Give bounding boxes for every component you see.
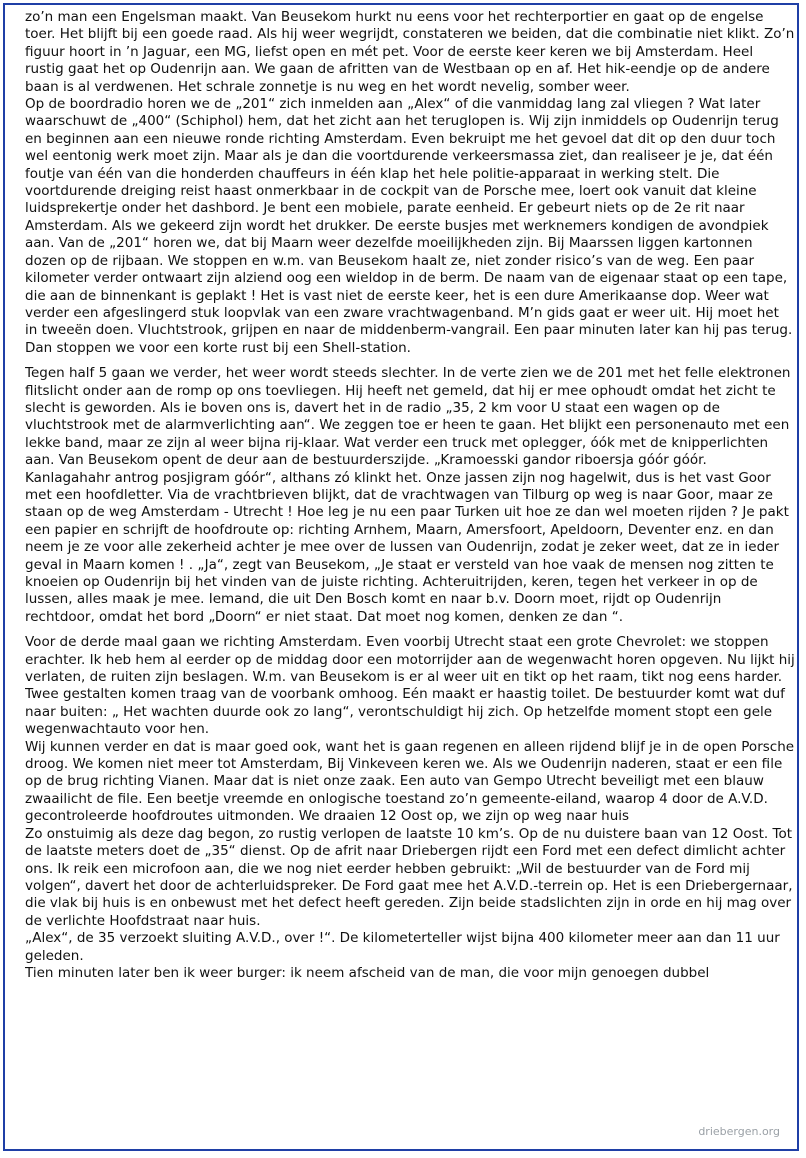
paragraph: Op de boordradio horen we de „201“ zich inmelden aan „Alex“ of die vanmiddag lang zal vliegen ? Wat later waarschuwt de „400“ (Schiphol) hem, dat het zicht aan het teruglopen is. Wij zijn inmiddels op Oudenrijn terug en beginnen aan een nieuwe ronde richting Amsterdam. Even bekruipt me het gevoel dat dit op den duur toch wel eentonig werk moet zijn. Maar als je dan die voortdurende verkeersmassa ziet, dan realiseer je je, dat één foutje van één van die honderden chauffeurs in één klap het hele politie-apparaat in werking stelt. Die voortdurende dreiging reist haast onmerkbaar in de cockpit van de Porsche mee, loert ook vanuit dat kleine luidsprekertje onder het dashbord. Je bent een mobiele, parate eenheid. Er gebeurt niets op de 2e rit naar Amsterdam. Als we gekeerd zijn wordt het drukker. De eerste busjes met werknemers kondigen de avondpiek aan. Van de „201“ horen we, dat bij Maarn weer dezelfde moeilijkheden zijn. Bij Maarssen liggen kartonnen dozen op de rijbaan. We stoppen en w.m. van Beusekom haalt ze, niet zonder risico’s van de weg. Een paar kilometer verder ontwaart zijn alziend oog een wieldop in de berm. De naam van de eigenaar staat op een tape, die aan de binnenkant is geplakt ! Het is vast niet de eerste keer, het is een dure Amerikaanse dop. Weer wat verder een afgeslingerd stuk loopvlak van een zware vrachtwagenband. M’n gids gaat er weer uit. Hij moet het in tweeën doen. Vluchtstrook, grijpen en naar de middenberm-vangrail. Een paar minuten later kan hij pas terug. Dan stoppen we voor een korte rust bij een Shell-station. — [25, 96, 793, 356]
document-body[interactable] — [25, 9, 795, 1155]
page-frame — [3, 3, 799, 1151]
paragraph: „Alex“, de 35 verzoekt sluiting A.V.D., over !“. De kilometerteller wijst bijna 400 kilometer meer aan dan 11 uur geleden. — [25, 930, 780, 964]
paragraph: Tien minuten later ben ik weer burger: ik neem afscheid van de man, die voor mijn genoegen dubbel — [25, 964, 710, 981]
watermark: driebergen.org — [695, 1125, 783, 1139]
paragraph: Wij kunnen verder en dat is maar goed ook, want het is gaan regenen en alleen rijdend blijf je in de open Porsche droog. We komen niet meer tot Amsterdam, Bij Vinkeveen keren we. Als we Oudenrijn naderen, staat er een file op de brug richting Vianen. Maar dat is niet onze zaak. Een auto van Gempo Utrecht beveiligt met een blauw zwaailicht de file. Een beetje vreemde en onlogische toestand zo’n gemeente-eiland, waarop 4 door de A.V.D. gecontroleerde hoofdroutes uitmonden. We draaien 12 Oost op, we zijn op weg naar huis — [25, 738, 795, 825]
paragraph: Zo onstuimig als deze dag begon, zo rustig verlopen de laatste 10 km’s. Op de nu duistere baan van 12 Oost. Tot de laatste meters doet de „35“ dienst. Op de afrit naar Driebergen rijdt een Ford met een defect dimlicht achter ons. Ik reik een microfoon aan, die we nog niet eerder hebben gebruikt: „Wil de bestuurder van de Ford mij volgen“, davert het door de achterluidspreker. De Ford gaat mee het A.V.D.-terrein op. Het is een Driebergernaar, die vlak bij huis is en onbewust met het defect heeft gereden. Zijn beide stadslichten zijn in orde en hij mag over de verlichte Hoofdstraat naar huis. — [25, 825, 793, 929]
paragraph: zo’n man een Engelsman maakt. Van Beusekom hurkt nu eens voor het rechterportier en gaat op de engelse toer. Het blijft bij een goede raad. Als hij weer wegrijdt, constateren we beiden, dat die combinatie niet klikt. Zo’n figuur hoort in ’n Jaguar, een MG, liefst open en mét pet. Voor de eerste keer keren we bij Amsterdam. Heel rustig gaat het op Oudenrijn aan. We gaan de afritten van de Westbaan op en af. Het hik-eendje op de andere baan is al verdwenen. Het schrale zonnetje is nu weg en het wordt nevelig, somber weer. — [25, 9, 795, 95]
paragraph: Tegen half 5 gaan we verder, het weer wordt steeds slechter. In de verte zien we de 201 met het felle elektronen flitslicht onder aan de romp op ons toevliegen. Hij heeft net gemeld, dat hij er mee ophoudt omdat het zicht te slecht is geworden. Als ie boven ons is, davert het in de radio „35, 2 km voor U staat een wagen op de vluchtstrook met de alarmverlichting aan“. We zeggen toe er heen te gaan. Het blijkt een personenauto met een lekke band, maar ze zijn al weer bijna rij-klaar. Wat verder een truck met oplegger, óók met de knipperlichten aan. Van Beusekom opent de deur aan de bestuurderszijde. „Kramoesski gandor riboersja góór góór. Kanlagahahr antrog posjigram góór“, althans zó klinkt het. Onze jassen zijn nog hagelwit, dus is het vast Goor met een hoofdletter. Via de vrachtbrieven blijkt, dat de vrachtwagen van Tilburg op weg is naar Goor, maar ze staan op de weg Amsterdam - Utrecht ! Hoe leg je nu een paar Turken uit hoe ze dan wel moeten rijden ? Je pakt een papier en schrijft de hoofdroute op: richting Arnhem, Maarn, Amersfoort, Apeldoorn, Deventer enz. en dan neem je ze voor alle zekerheid achter je mee over de lussen van Oudenrijn, zodat je zeker weet, dat ze in ieder geval in Maarn komen ! . „Ja“, zegt van Beusekom, „Je staat er versteld van hoe vaak de mensen nog zitten te knoeien op Oudenrijn bij het vinden van de juiste richting. Achteruitrijden, keren, tegen het verkeer in op de lussen, alles maak je mee. Iemand, die uit Den Bosch komt en naar b.v. Doorn moet, rijdt op Oudenrijn rechtdoor, omdat het bord „Doorn“ er niet staat. Dat moet nog komen, denken ze dan “. — [25, 365, 791, 625]
paragraph: Voor de derde maal gaan we richting Amsterdam. Even voorbij Utrecht staat een grote Chevrolet: we stoppen erachter. Ik heb hem al eerder op de middag door een motorrijder aan de wegenwacht horen opgeven. Nu lijkt hij verlaten, de ruiten zijn beslagen. W.m. van Beusekom is er al weer uit en tikt op het raam, tikt nog eens harder. Twee gestalten komen traag van de voorbank omhoog. Eén maakt er haastig toilet. De bestuurder komt wat duf naar buiten: „ Het wachten duurde ook zo lang“, verontschuldigt hij zich. Op hetzelfde moment stopt een gele wegenwachtauto voor hen. — [25, 634, 795, 738]
